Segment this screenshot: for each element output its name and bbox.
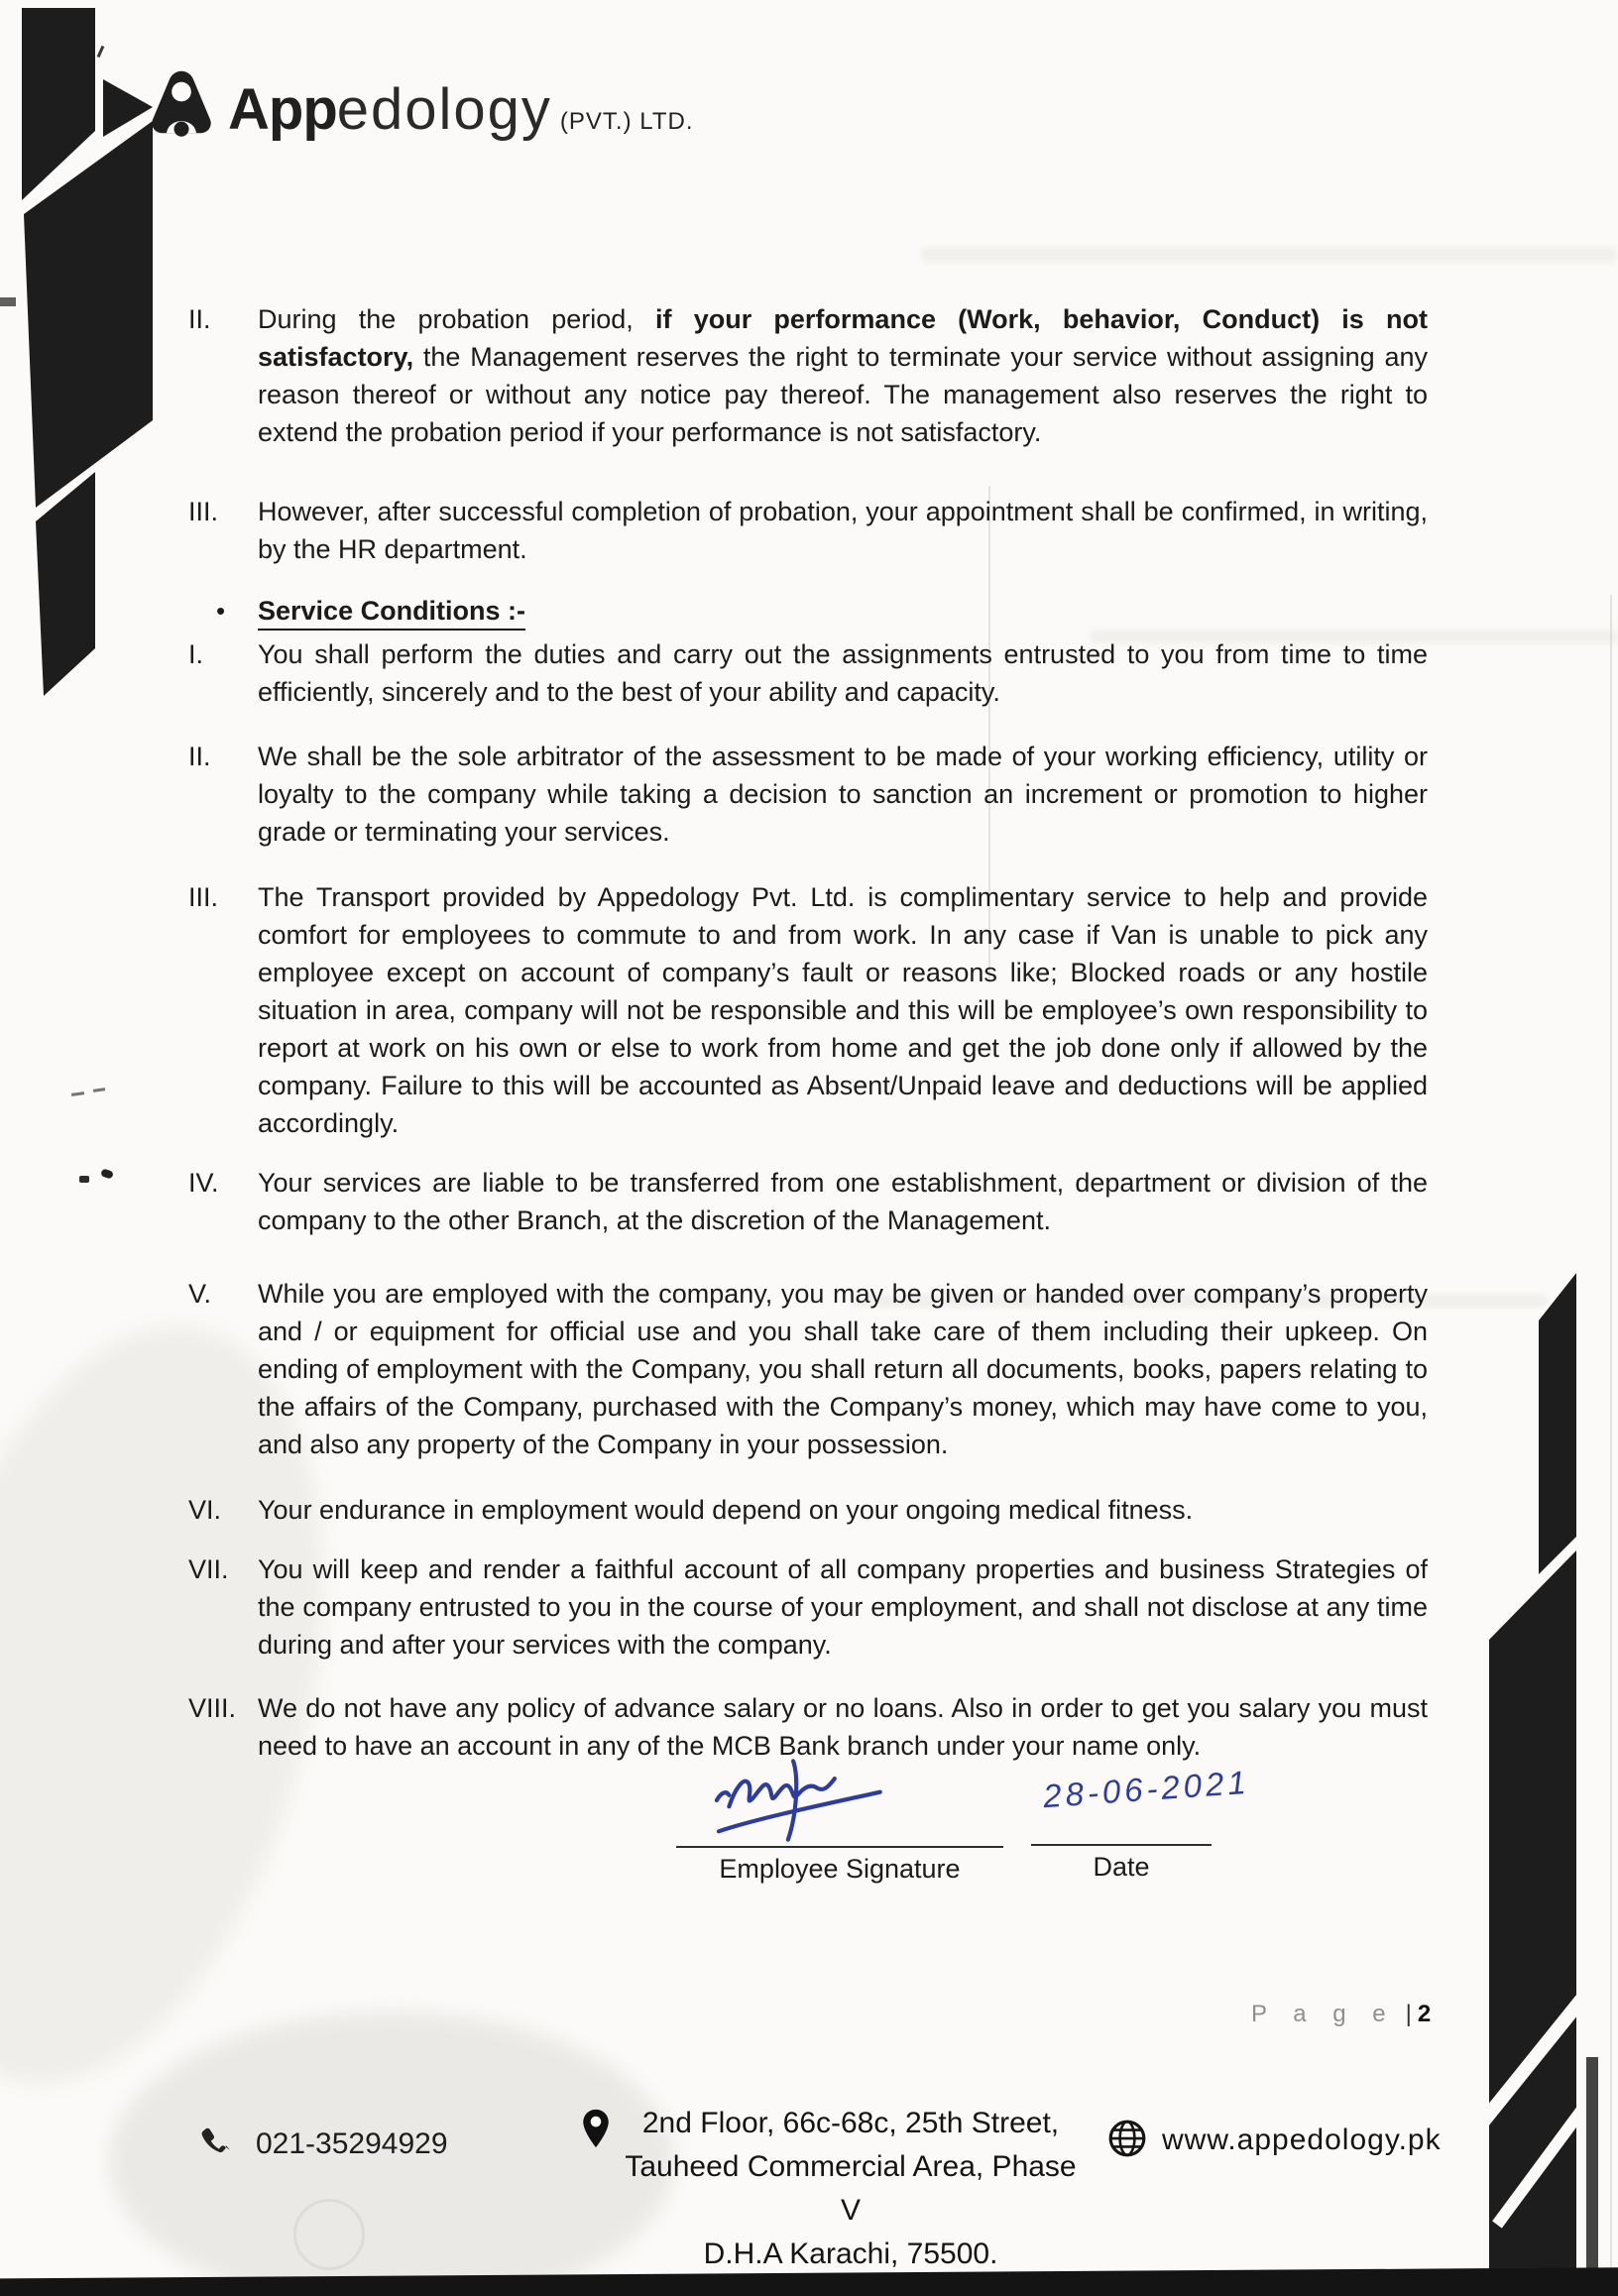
- document-body: [188, 300, 1428, 1765]
- signature-rule: [676, 1846, 1003, 1848]
- clause-II-probation: [188, 300, 1428, 451]
- appedology-logo: [145, 65, 694, 142]
- address-line: Tauheed Commercial Area, Phase V: [625, 2150, 1077, 2227]
- scan-mark: [71, 1091, 84, 1096]
- service-condition-I: [188, 635, 1428, 711]
- clause-text: However, after successful completion of probation, your appointment shall be confirmed, in writing, by the HR department.: [258, 497, 1428, 564]
- footer: [0, 2094, 1618, 2270]
- clause-number: I.: [188, 639, 204, 669]
- date-rule: [1031, 1844, 1212, 1846]
- clause-number: II.: [188, 742, 211, 771]
- employee-signature-label: Employee Signature: [719, 1854, 961, 1884]
- employee-signature-handwriting: [674, 1753, 932, 1848]
- scan-streak: [922, 248, 1616, 262]
- clause-text: While you are employed with the company, you may be given or handed over company’s property and / or equipment for official use and you shall take care of them including their upkeep. On ending of employment with the Company, you shall return all documents, books, papers relating to the affairs of the Company, purchased with the Company’s money, which may have come to you, and also any property of the Company in your possession.: [258, 1279, 1428, 1459]
- logo-text-light: edology: [336, 77, 552, 142]
- service-condition-VII: [188, 1550, 1428, 1664]
- phone-number: 021-35294929: [256, 2127, 448, 2160]
- service-condition-IV: [188, 1164, 1428, 1239]
- handwritten-date: 28-06-2021: [1041, 1763, 1251, 1815]
- location-pin-icon: [579, 2106, 613, 2151]
- section-heading-row: [188, 592, 1428, 630]
- clause-text: You shall perform the duties and carry out the assignments entrusted to you from time to time efficiently, sincerely and to the best of your ability and capacity.: [258, 639, 1428, 707]
- clause-number: VIII.: [188, 1693, 237, 1723]
- clause-text-bold: if your performance (Work, behavior, Conduct) is not satisfactory,: [258, 304, 1428, 372]
- scan-mark: [93, 1088, 105, 1092]
- logo-suffix: (PVT.) LTD.: [559, 108, 694, 135]
- clause-text-segment: the Management reserves the right to terminate your service without assigning any reason thereof or without any notice pay thereof. The management also reserves the right to extend the probation period if your performance is not satisfactory.: [258, 342, 1428, 447]
- clause-text: We do not have any policy of advance salary or no loans. Also in order to get you salary you must need to have an account in any of the MCB Bank branch under your name only.: [258, 1693, 1428, 1761]
- scan-mark: [79, 1176, 89, 1183]
- clause-text: Your services are liable to be transferred from one establishment, department or division of the company to the other Branch, at the discretion of the Management.: [258, 1168, 1428, 1235]
- page-number-value: 2: [1417, 2001, 1432, 2027]
- clause-text: Your endurance in employment would depend on your ongoing medical fitness.: [258, 1495, 1194, 1525]
- section-heading-cell: [258, 592, 1428, 630]
- clause-text: We shall be the sole arbitrator of the assessment to be made of your working efficiency, utility or loyalty to the company while taking a decision to sanction an increment or promotion to higher grade or terminating your services.: [258, 742, 1428, 847]
- address-line: 2nd Floor, 66c-68c, 25th Street,: [641, 2107, 1060, 2139]
- clause-number: V.: [188, 1279, 212, 1309]
- clause-number: III.: [188, 497, 219, 526]
- scan-vertical-line: [1610, 595, 1612, 2270]
- website-url: www.appedology.pk: [1162, 2124, 1442, 2156]
- page-number: [1251, 2001, 1431, 2028]
- clause-number: VII.: [188, 1554, 229, 1584]
- clause-text: The Transport provided by Appedology Pvt. Ltd. is complimentary service to help and provide comfort for employees to commute to and from work. In any case if Van is unable to pick any employee except on account of company’s fault or reasons like; Blocked roads or any hostile situation in area, company will not be responsible and this will be employee’s own responsibility to report at work on his own or else to work from home and get the job done only if allowed by the company. Failure to this will be accounted as Absent/Unpaid leave and deductions will be applied accordingly.: [258, 882, 1428, 1138]
- phone-icon: [196, 2124, 236, 2157]
- scan-mark: [100, 1168, 114, 1179]
- clause-III-confirmation: [188, 493, 1428, 568]
- clause-number: III.: [188, 882, 219, 912]
- service-condition-III: [188, 878, 1428, 1142]
- section-heading: Service Conditions :-: [258, 596, 525, 631]
- clause-number: VI.: [188, 1495, 222, 1525]
- signature-block: [635, 1757, 1249, 1915]
- clause-number: IV.: [188, 1168, 219, 1198]
- page-separator: |: [1405, 2001, 1412, 2027]
- clause-text: You will keep and render a faithful account of all company properties and business Strategies of the company entrusted to you in the course of your employment, and shall not disclose at any time during and after your services with the company.: [258, 1554, 1428, 1660]
- clause-text: [258, 300, 1428, 451]
- clause-number: II.: [188, 304, 211, 334]
- page-word: P a g e: [1251, 2001, 1396, 2027]
- appedology-logo-icon: [145, 65, 218, 139]
- address: [623, 2102, 1079, 2276]
- service-condition-II: [188, 738, 1428, 851]
- clause-text-segment: During the probation period,: [258, 304, 656, 334]
- left-corner-decoration: [6, 4, 157, 698]
- service-condition-V: [188, 1275, 1428, 1463]
- service-condition-VI: [188, 1491, 1428, 1529]
- address-line: D.H.A Karachi, 75500.: [703, 2238, 998, 2270]
- date-label: Date: [1093, 1852, 1150, 1882]
- globe-icon: [1106, 2118, 1148, 2159]
- logo-text-bold: App: [228, 77, 337, 142]
- logo-wordmark: [228, 77, 694, 142]
- bullet-dot: •: [216, 596, 226, 626]
